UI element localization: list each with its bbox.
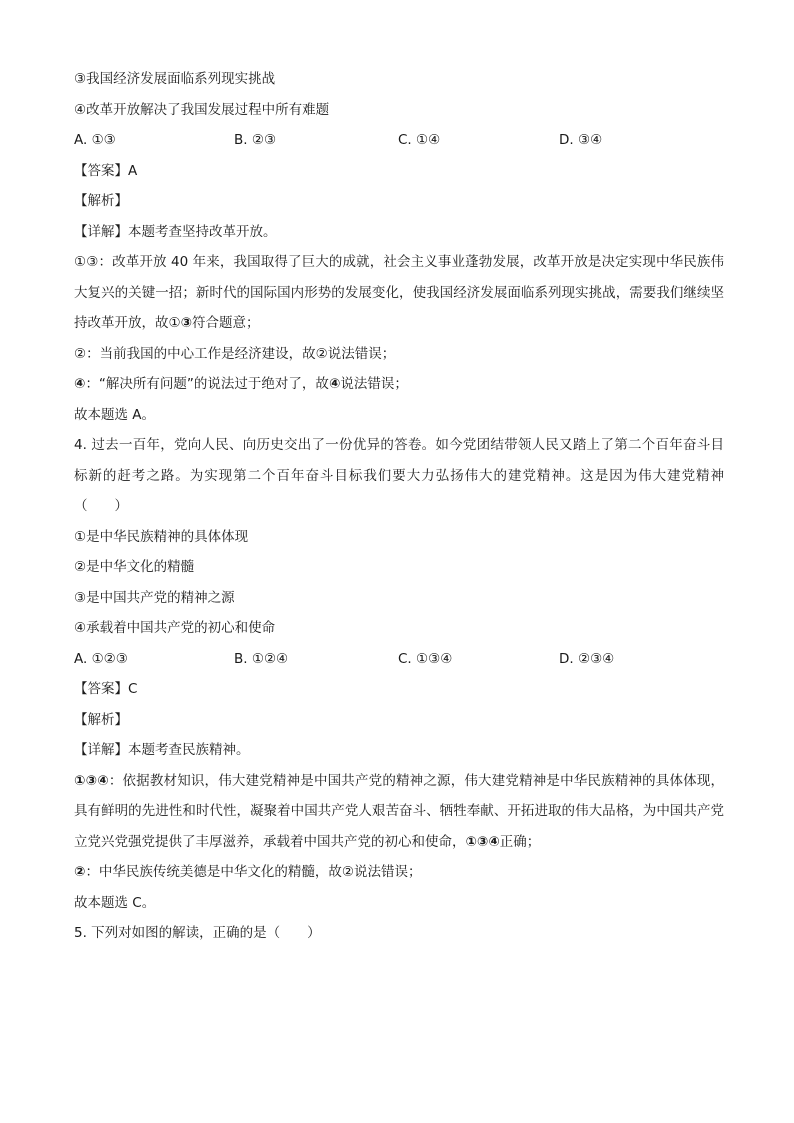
q4-exp2-bold: ②	[74, 864, 86, 880]
q4-exp1-end: 正确；	[499, 833, 541, 850]
q4-analysis-label: 【解析】	[74, 711, 128, 728]
q4-exp1-bold-2: ①③④	[465, 833, 500, 850]
q3-answer: 【答案】A	[74, 162, 138, 179]
q4-stem: 4. 过去一百年，党向人民、向历史交出了一份优异的答卷。如今党团结带领人民又踏上了第二个百年奋斗目标新的赶考之路。为实现第二个百年奋斗目标我们要大力弘扬伟大的建党精神。这是因为伟大建党精神（ ）	[74, 437, 724, 514]
q3-choice-c: C. ①④	[398, 132, 441, 148]
document-content	[74, 64, 724, 949]
q3-choices	[74, 125, 724, 156]
q4-option-item-4: ④承载着中国共产党的初心和使命	[74, 620, 276, 636]
q3-exp1-text: ①③：改革开放 40 年来，我国取得了巨大的成就，社会主义事业蓬勃发展，改革开放是决定实现中华民族伟大复兴的关键一招；新时代的国际国内形势的发展变化，使我国经济发展面临系列现实挑战，需要我们继续坚持改革开放，故①	[74, 254, 724, 331]
q5-stem: 5. 下列对如图的解读，正确的是（ ）	[74, 925, 321, 941]
q3-exp1-bold: ③	[180, 315, 193, 331]
q3-exp1-suffix: 符合题意；	[192, 315, 260, 331]
q3-option-item-3: ③我国经济发展面临系列现实挑战	[74, 71, 276, 87]
q3-explanation-3	[74, 369, 724, 400]
q3-exp3-bold-2: ④	[328, 376, 341, 392]
q3-choice-b: B. ②③	[234, 132, 277, 148]
q3-conclusion: 故本题选 A。	[74, 406, 156, 423]
q4-explanation-1	[74, 766, 724, 858]
q3-detail: 【详解】本题考查坚持改革开放。	[74, 223, 277, 240]
q4-choices	[74, 644, 724, 675]
q3-exp3-end: 说法错误；	[340, 376, 408, 392]
q4-answer: 【答案】C	[74, 681, 138, 697]
q4-option-item-2: ②是中华文化的精髓	[74, 559, 195, 575]
q4-exp1-bold: ①③④	[74, 772, 109, 789]
q3-option-item-4: ④改革开放解决了我国发展过程中所有难题	[74, 101, 330, 118]
q4-choice-b: B. ①②④	[234, 650, 289, 667]
q4-option-item-1: ①是中华民族精神的具体体现	[74, 528, 249, 545]
q3-choice-a: A. ①③	[74, 132, 116, 148]
q4-option-item-3: ③是中国共产党的精神之源	[74, 589, 235, 606]
q3-analysis-label: 【解析】	[74, 193, 128, 209]
q4-choice-c: C. ①③④	[398, 650, 453, 667]
q3-exp3-mid: ：“解决所有问题”的说法过于绝对了，故	[85, 376, 329, 392]
q4-choice-d: D. ②③④	[559, 650, 615, 667]
q4-detail: 【详解】本题考查民族精神。	[74, 742, 250, 758]
q4-conclusion: 故本题选 C。	[74, 894, 156, 911]
q3-explanation-1	[74, 247, 724, 339]
q3-choice-d: D. ③④	[559, 132, 603, 148]
q4-choice-a: A. ①②③	[74, 650, 128, 667]
q4-exp2-text: ：中华民族传统美德是中华文化的精髓，故②说法错误；	[85, 864, 422, 880]
q4-explanation-2	[74, 857, 724, 888]
q3-explanation-2: ②：当前我国的中心工作是经济建设，故②说法错误；	[74, 345, 396, 362]
q3-exp3-bold-1: ④	[74, 376, 86, 392]
q4-exp1-text: ：依据教材知识，伟大建党精神是中国共产党的精神之源，伟大建党精神是中华民族精神的具体体现，具有鲜明的先进性和时代性，凝聚着中国共产党人艰苦奋斗、牺牲奉献、开拓进取的伟大品格，为中国共产党立党兴党强党提供了丰厚滋养，承载着中国共产党的初心和使命，	[74, 772, 725, 850]
